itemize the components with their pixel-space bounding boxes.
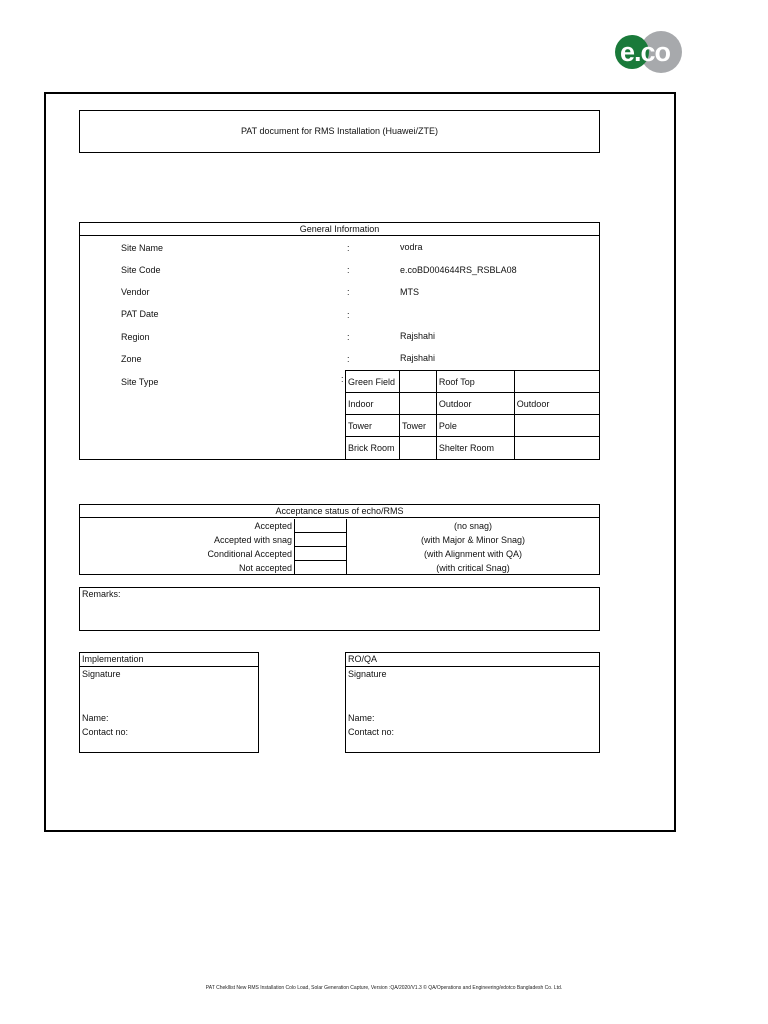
remarks-box[interactable] xyxy=(79,587,600,631)
ro-qa-signature-label: Signature xyxy=(348,669,387,679)
acceptance-status-table xyxy=(79,504,600,575)
site-type-row xyxy=(346,415,600,437)
site-type-cell xyxy=(514,415,599,437)
site-type-cell xyxy=(399,371,436,393)
logo-text: e.co xyxy=(620,37,671,67)
vendor-value: MTS xyxy=(400,287,419,297)
site-code-colon: : xyxy=(347,265,350,275)
acceptance-description: (with critical Snag) xyxy=(436,563,510,573)
site-name-label: Site Name xyxy=(121,243,164,253)
site-type-cell xyxy=(514,371,599,393)
acceptance-row xyxy=(80,533,599,547)
site-type-colon: : xyxy=(341,374,344,384)
acceptance-row xyxy=(80,547,599,561)
vendor-colon: : xyxy=(347,287,350,297)
site-type-row xyxy=(346,393,600,415)
page-footer: PAT Chekllist New RMS Installation Colo Load, Solar Generation Capture, Version :QA/2020/V1.3 © QA/Operations and Engineering/edotco Bangladesh Co. Ltd. xyxy=(205,985,563,991)
zone-value: Rajshahi xyxy=(400,353,436,363)
acceptance-checkbox[interactable] xyxy=(294,561,347,575)
acceptance-checkbox[interactable] xyxy=(294,519,347,533)
site-type-cell: Tower xyxy=(346,415,400,437)
zone-label: Zone xyxy=(121,354,142,364)
ro-qa-signature-box xyxy=(345,652,600,753)
implementation-name-label: Name: xyxy=(82,713,109,723)
implementation-signature-box xyxy=(79,652,259,753)
ro-qa-contact-label: Contact no: xyxy=(348,727,395,737)
site-type-cell xyxy=(399,393,436,415)
site-type-grid xyxy=(345,370,599,459)
site-type-cell: Shelter Room xyxy=(436,437,514,459)
acceptance-row xyxy=(80,519,599,533)
document-title: PAT document for RMS Installation (Huawei/ZTE) xyxy=(79,110,600,153)
region-value: Rajshahi xyxy=(400,331,436,341)
acceptance-checkbox[interactable] xyxy=(294,533,347,547)
acceptance-heading: Acceptance status of echo/RMS xyxy=(80,505,599,518)
general-information-table xyxy=(79,222,600,460)
eco-logo xyxy=(615,31,683,73)
acceptance-label: Accepted with snag xyxy=(213,535,292,545)
general-information-heading: General Information xyxy=(80,223,599,236)
site-type-cell xyxy=(514,437,599,459)
acceptance-label: Conditional Accepted xyxy=(207,549,292,559)
acceptance-label: Accepted xyxy=(254,521,292,531)
site-type-cell: Outdoor xyxy=(436,393,514,415)
site-name-value: vodra xyxy=(400,242,423,252)
site-name-colon: : xyxy=(347,243,350,253)
site-type-cell: Green Field xyxy=(346,371,400,393)
site-code-label: Site Code xyxy=(121,265,161,275)
site-type-cell: Brick Room xyxy=(346,437,400,459)
site-type-cell: Outdoor xyxy=(514,393,599,415)
implementation-contact-label: Contact no: xyxy=(82,727,129,737)
implementation-signature-label: Signature xyxy=(82,669,121,679)
zone-colon: : xyxy=(347,354,350,364)
region-colon: : xyxy=(347,332,350,342)
acceptance-description: (with Major & Minor Snag) xyxy=(420,535,526,545)
acceptance-description: (no snag) xyxy=(453,521,493,531)
site-type-label: Site Type xyxy=(121,377,159,387)
site-type-cell: Tower xyxy=(399,415,436,437)
pat-date-colon: : xyxy=(347,310,350,320)
site-type-row xyxy=(346,437,600,459)
ro-qa-heading: RO/QA xyxy=(346,653,599,667)
pat-date-label: PAT Date xyxy=(121,309,159,319)
site-type-cell: Indoor xyxy=(346,393,400,415)
site-type-row xyxy=(346,371,600,393)
site-type-cell: Roof Top xyxy=(436,371,514,393)
site-type-cell xyxy=(399,437,436,459)
implementation-heading: Implementation xyxy=(80,653,258,667)
region-label: Region xyxy=(121,332,150,342)
acceptance-row xyxy=(80,561,599,575)
acceptance-checkbox[interactable] xyxy=(294,547,347,561)
remarks-label: Remarks: xyxy=(82,589,121,599)
acceptance-description: (with Alignment with QA) xyxy=(423,549,523,559)
vendor-label: Vendor xyxy=(121,287,150,297)
site-code-value: e.coBD004644RS_RSBLA08 xyxy=(400,265,517,275)
ro-qa-name-label: Name: xyxy=(348,713,375,723)
acceptance-label: Not accepted xyxy=(238,563,292,573)
site-type-cell: Pole xyxy=(436,415,514,437)
